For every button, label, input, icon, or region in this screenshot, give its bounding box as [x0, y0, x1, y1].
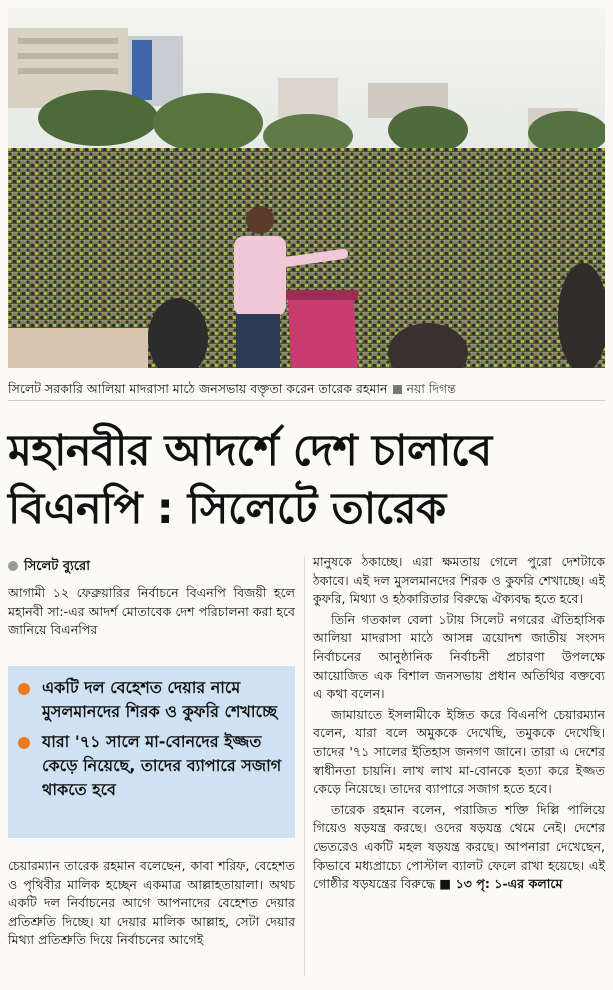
body-paragraph: তিনি গতকাল বেলা ১টায় সিলেট নগরের ঐতিহাসিক আলিয়া মাদরাসা মাঠে আসন্ন ত্রয়োদশ জাতীয় সংসদ নির্বাচনের আনুষ্ঠানিক নির্বাচনী প্রচারণা উপলক্ষে আয়োজিত এক বিশাল জনসভায় প্রধান অতিথির বক্তব্যে এ কথা বলেন। [313, 611, 605, 702]
highlight-box [8, 666, 295, 838]
bullet-icon [8, 561, 18, 571]
body-paragraph: জামায়াতে ইসলামীকে ইঙ্গিত করে বিএনপি চেয়ারম্যান বলেন, যারা বলে অমুককে দেখেছি, তমুককে দেখেছি। তাদের '৭১ সালের ইতিহাস জনগণ জানে। তারা এ দেশের স্বাধীনতা চায়নি। লাখ লাখ মা-বোনকে হত্যা করে ইজ্জত কেড়ে নিয়েছে। তাদের ব্যাপারে সজাগ হতে হবে। [313, 706, 605, 797]
column-divider [304, 556, 305, 976]
body-paragraph-left [8, 857, 295, 950]
highlight-item [18, 676, 287, 724]
square-icon [393, 385, 402, 394]
headline-line-2: বিএনপি : সিলেটে তারেক [8, 484, 446, 534]
highlight-text: যারা '৭১ সালে মা-বোনদের ইজ্জত কেড়ে নিয়েছে, তাদের ব্যাপারে সজাগ থাকতে হবে [42, 732, 282, 799]
body-paragraph: মানুষকে ঠকাচ্ছে। এরা ক্ষমতায় গেলে পুরো দেশটাকে ঠকাবে। এই দল মুসলমানদের শিরক ও কুফরি শেখাচ্ছে। এই কুফরি, মিথ্যা ও হঠকারিতার বিরুদ্ধে ঐক্যবদ্ধ হতে হবে। [313, 554, 605, 607]
rally-photo [8, 8, 605, 368]
intro-paragraph [8, 584, 295, 640]
body-text: চেয়ারম্যান তারেক রহমান বলেছেন, কাবা শরিফ, বেহেশত ও পৃথিবীর মালিক হচ্ছেন একমাত্র আল্লাহতায়ালা। অথচ একটি দল নির্বাচনের আগে আপনাদের বেহেশত দেয়ার প্রতিশ্রুতি দিচ্ছে। যা দেয়ার মালিক আল্লাহ, সেটা দেয়ার মিথ্যা প্রতিশ্রুতি দিয়ে নির্বাচনের আগেই [8, 858, 295, 948]
photo-credit: নয়া দিগন্ত [406, 381, 456, 396]
body-paragraph [313, 801, 605, 894]
intro-text: আগামী ১২ ফেব্রুয়ারির নির্বাচনে বিএনপি বিজয়ী হলে মহানবী সা:-এর আদর্শ মোতাবেক দেশ পরিচালনা করা হবে জানিয়ে বিএনপির [8, 585, 295, 638]
highlight-item [18, 730, 287, 802]
body-text: তারেক রহমান বলেন, পরাজিত শক্তি দিল্লি পালিয়ে গিয়েও ষড়যন্ত্র করছে। ওদের ষড়যন্ত্র থেমে নেই। দেশের ভেতরেও একটি মহল ষড়যন্ত্র করছে। আপনারা দেখেছেন, কিভাবে মধ্যপ্রাচ্যে পোস্টাল ব্যালট ফেলে রাখা হয়েছে। এই গোষ্ঠীর ষড়যন্ত্রের বিরুদ্ধে [313, 801, 605, 892]
body-column-right [313, 553, 605, 894]
rally-photo-illustration [8, 8, 605, 368]
headline-line-1: মহানবীর আদর্শে দেশ চালাবে [8, 426, 492, 476]
continued-link[interactable]: ■ ১৩ পৃ: ১-এর কলামে [439, 876, 563, 892]
photo-caption [8, 378, 605, 401]
caption-text: সিলেট সরকারি আলিয়া মাদরাসা মাঠে জনসভায় বক্তৃতা করেন তারেক রহমান [8, 381, 388, 396]
orange-bullet-icon [18, 683, 30, 695]
highlight-text: একটি দল বেহেশত দেয়ার নামে মুসলমানদের শিরক ও কুফরি শেখাচ্ছে [42, 678, 278, 721]
orange-bullet-icon [18, 737, 30, 749]
byline-text: সিলেট ব্যুরো [24, 559, 90, 574]
article-headline [8, 422, 608, 538]
byline [8, 558, 295, 577]
